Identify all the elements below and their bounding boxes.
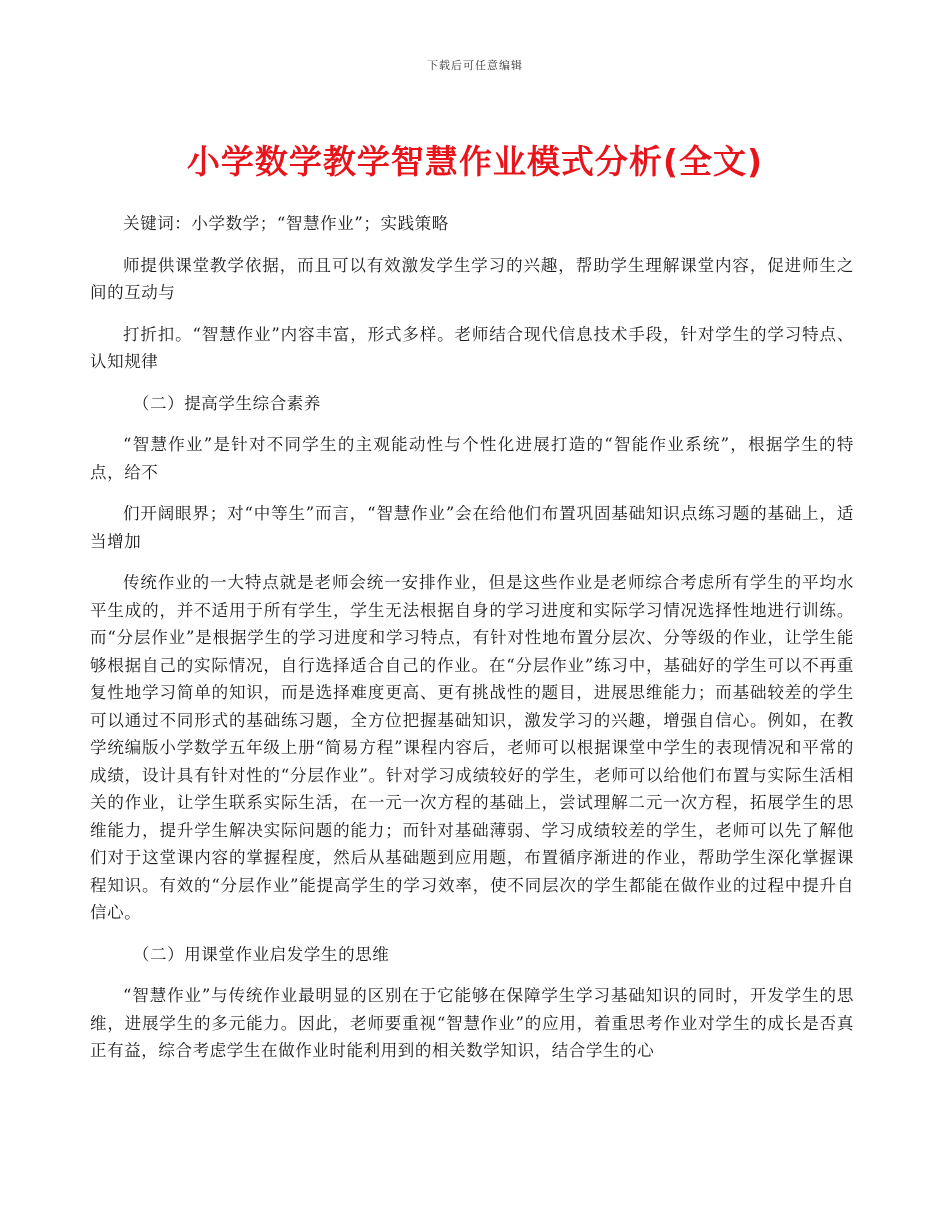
keywords-paragraph: 关键词：小学数学；“智慧作业”；实践策略: [123, 214, 449, 233]
section-heading: （二）用课堂作业启发学生的思维: [132, 944, 390, 964]
body-paragraph: “智慧作业”是针对不同学生的主观能动性与个性化进展打造的“智能作业系统”，根据学生的特点，给不: [90, 435, 854, 482]
page-header-note: 下载后可任意编辑: [427, 59, 523, 72]
section-heading: （二）提高学生综合素养: [132, 393, 321, 413]
document-title: 小学数学教学智慧作业模式分析(全文): [186, 142, 764, 181]
document-body: [90, 210, 854, 1065]
body-paragraph: 们开阔眼界；对“中等生”而言，“智慧作业”会在给他们布置巩固基础知识点练习题的基础上，适当增加: [90, 504, 854, 551]
body-paragraph: 师提供课堂教学依据，而且可以有效激发学生学习的兴趣，帮助学生理解课堂内容，促进师生之间的互动与: [90, 255, 854, 302]
body-paragraph: 传统作业的一大特点就是老师会统一安排作业，但是这些作业是老师综合考虑所有学生的平均水平生成的，并不适用于所有学生，学生无法根据自身的学习进度和实际学习情况选择性地进行训练。而“分层作业”是根据学生的学习进度和学习特点，有针对性地布置分层次、分等级的作业，让学生能够根据自己的实际情况，自行选择适合自己的作业。在“分层作业”练习中，基础好的学生可以不再重复性地学习简单的知识，而是选择难度更高、更有挑战性的题目，进展思维能力；而基础较差的学生可以通过不同形式的基础练习题，全方位把握基础知识，激发学习的兴趣，增强自信心。例如，在教学统编版小学数学五年级上册“简易方程”课程内容后，老师可以根据课堂中学生的表现情况和平常的成绩，设计具有针对性的“分层作业”。针对学习成绩较好的学生，老师可以给他们布置与实际生活相关的作业，让学生联系实际生活，在一元一次方程的基础上，尝试理解二元一次方程，拓展学生的思维能力，提升学生解决实际问题的能力；而针对基础薄弱、学习成绩较差的学生，老师可以先了解他们对于这堂课内容的掌握程度，然后从基础题到应用题，布置循序渐进的作业，帮助学生深化掌握课程知识。有效的“分层作业”能提高学生的学习效率，使不同层次的学生都能在做作业的过程中提升自信心。: [90, 573, 854, 922]
body-paragraph: 打折扣。“智慧作业”内容丰富，形式多样。老师结合现代信息技术手段，针对学生的学习特点、认知规律: [90, 324, 854, 371]
body-paragraph: “智慧作业”与传统作业最明显的区别在于它能够在保障学生学习基础知识的同时，开发学生的思维，进展学生的多元能力。因此，老师要重视“智慧作业”的应用，着重思考作业对学生的成长是否真正有益，综合考虑学生在做作业时能利用到的相关数学知识，结合学生的心: [90, 986, 854, 1060]
